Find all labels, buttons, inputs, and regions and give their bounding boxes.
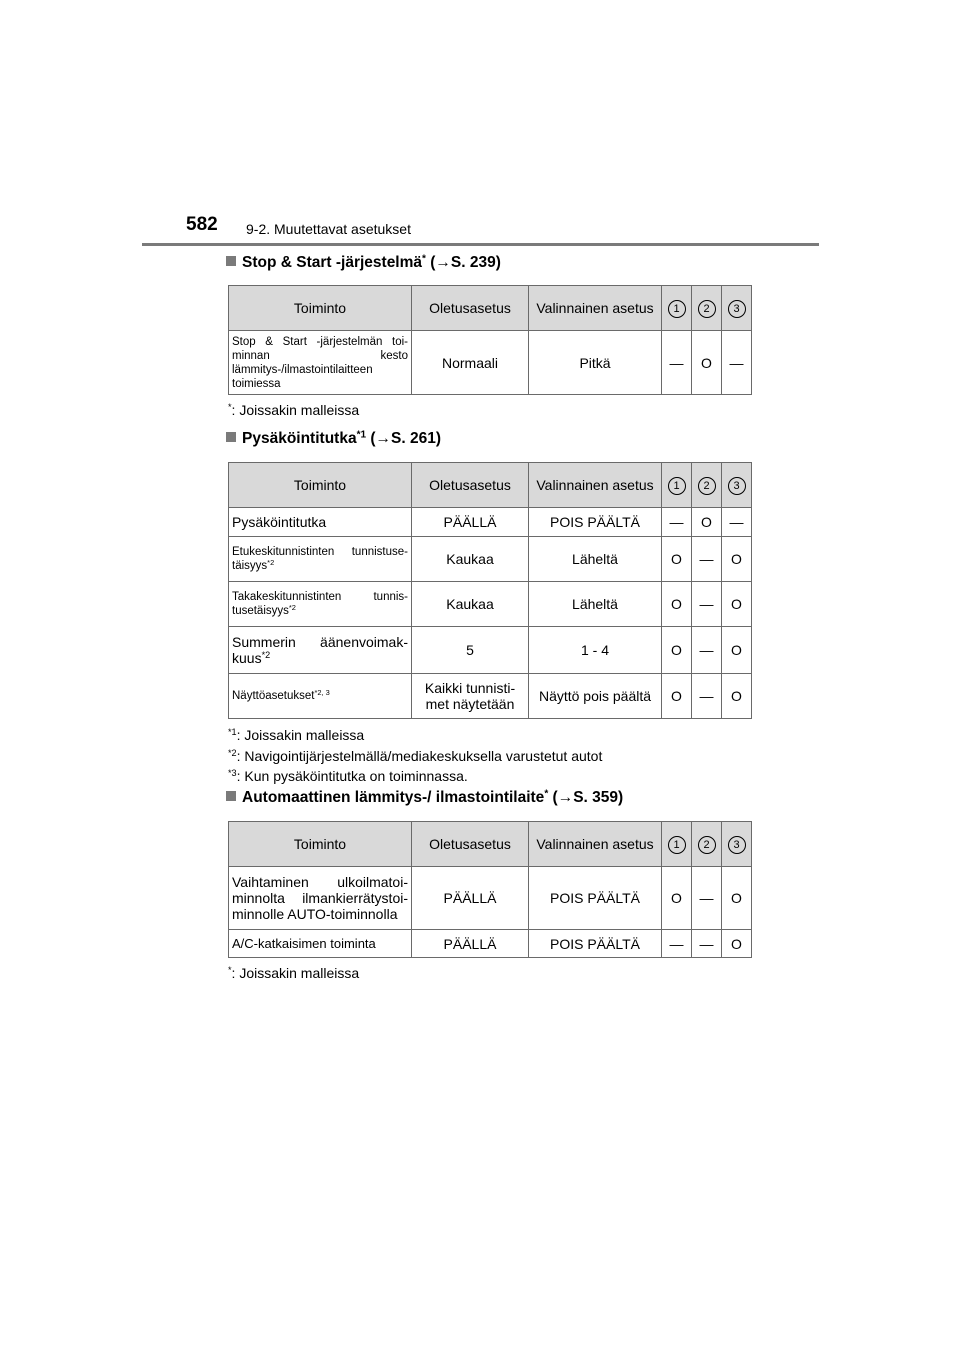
col-header-optional: Valinnainen asetus [529, 463, 662, 508]
table-row: Takakeskitunnistinten tunnis-tusetäisyys$^{*2}$ Kaukaa Läheltä O — O [229, 582, 752, 627]
table-row: A/C-katkaisimen toiminta PÄÄLLÄ POIS PÄÄLTÄ — — O [229, 930, 752, 958]
circle-1-icon: 1 [668, 836, 686, 854]
table-row: Stop & Start -järjestelmän toi-minnan kesto lämmitys-/ilmastointilaitteen toimiessa Normaali Pitkä — O — [229, 331, 752, 395]
circle-3-icon: 3 [728, 836, 746, 854]
circle-1-icon: 1 [668, 477, 686, 495]
table-row: Vaihtaminen ulkoilmatoi-minnolta ilmankierrätystoi-minnolle AUTO-toiminnolla PÄÄLLÄ POIS PÄÄLTÄ O — O [229, 867, 752, 930]
table-climate-control [228, 821, 752, 958]
footnote: $^{*2}$: Navigointijärjestelmällä/mediakeskuksella varustetut autot [228, 748, 603, 764]
col-header-optional: Valinnainen asetus [529, 286, 662, 331]
table-row: Summerin äänenvoimak-kuus$^{*2}$ 5 1 - 4 O — O [229, 627, 752, 674]
circle-2-icon: 2 [698, 477, 716, 495]
table-row: Näyttöasetukset$^{*2, 3}$ Kaikki tunnisti-met näytetään Näyttö pois päältä O — O [229, 674, 752, 719]
col-header-default: Oletusasetus [412, 286, 529, 331]
table-header-row [229, 286, 752, 331]
footnote: $^{*3}$: Kun pysäköintitutka on toiminnassa. [228, 768, 468, 784]
circle-3-icon: 3 [728, 477, 746, 495]
table-stop-start [228, 285, 752, 395]
section-heading-stop-start: Stop & Start -järjestelmä* (→S. 239) [226, 254, 501, 272]
col-header-default: Oletusasetus [412, 463, 529, 508]
col-header-optional: Valinnainen asetus [529, 822, 662, 867]
circle-2-icon: 2 [698, 836, 716, 854]
section-heading-climate-control: Automaattinen lämmitys-/ ilmastointilaite* (→S. 359) [226, 789, 623, 807]
bullet-square-icon [226, 256, 236, 266]
bullet-square-icon [226, 791, 236, 801]
header-rule [142, 243, 819, 246]
circle-2-icon: 2 [698, 300, 716, 318]
footnote: *: Joissakin malleissa [228, 402, 360, 418]
page-number: 582 [186, 214, 218, 235]
footnote: *: Joissakin malleissa [228, 965, 360, 981]
running-header: 9-2. Muutettavat asetukset [246, 221, 411, 237]
col-header-function: Toiminto [229, 822, 412, 867]
col-header-function: Toiminto [229, 463, 412, 508]
table-header-row [229, 463, 752, 508]
table-row: Pysäköintitutka PÄÄLLÄ POIS PÄÄLTÄ — O — [229, 508, 752, 537]
bullet-square-icon [226, 432, 236, 442]
circle-3-icon: 3 [728, 300, 746, 318]
circle-1-icon: 1 [668, 300, 686, 318]
table-header-row [229, 822, 752, 867]
table-row: Etukeskitunnistinten tunnistuse-täisyys$^{*2}$ Kaukaa Läheltä O — O [229, 537, 752, 582]
footnote: $^{*1}$: Joissakin malleissa [228, 727, 365, 743]
col-header-function: Toiminto [229, 286, 412, 331]
col-header-default: Oletusasetus [412, 822, 529, 867]
section-heading-parking-sensor: Pysäköintitutka$^{*1}$ (→S. 261) [226, 430, 441, 448]
table-parking-sensor [228, 462, 752, 719]
